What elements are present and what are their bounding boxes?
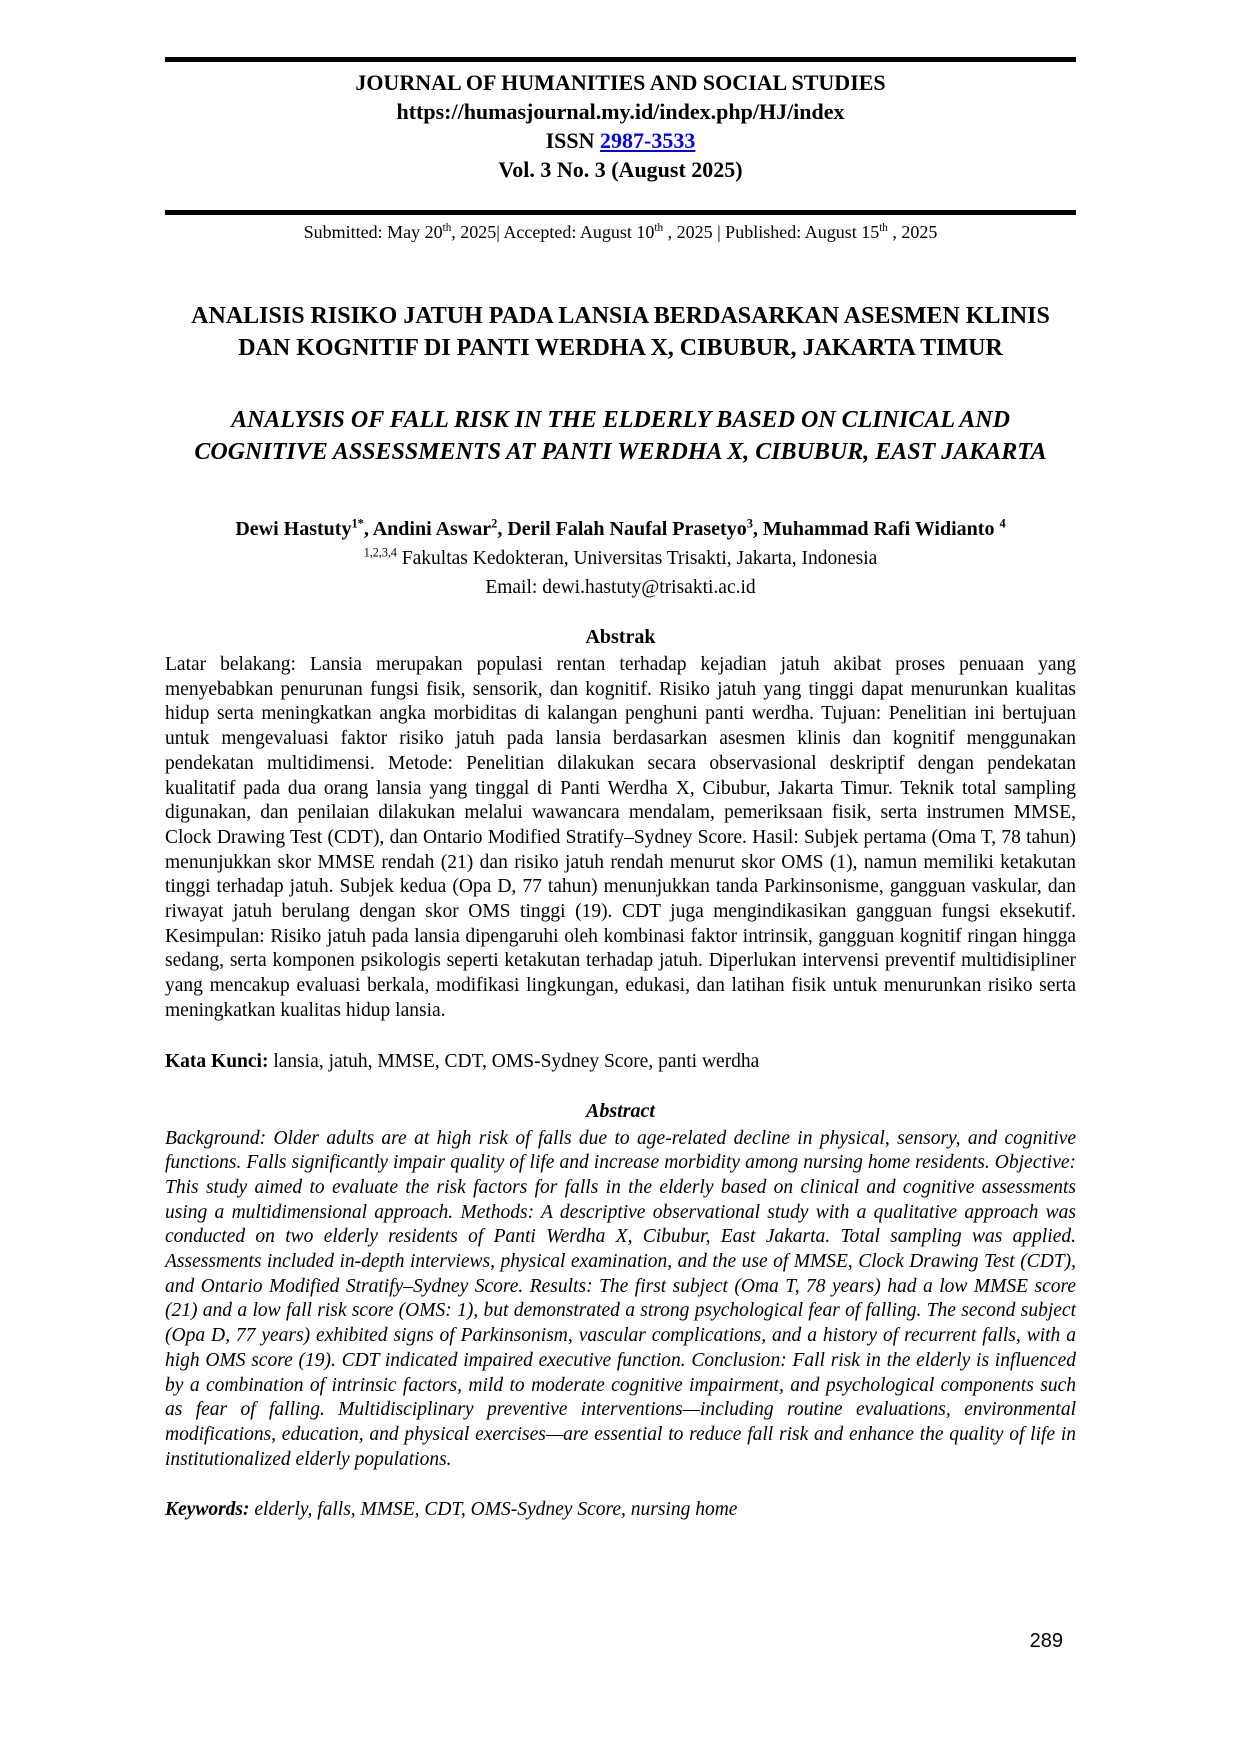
author-superscript: 1* bbox=[351, 516, 364, 531]
author-superscript: 2 bbox=[491, 516, 498, 531]
keywords-id-label: Kata Kunci: bbox=[165, 1050, 269, 1072]
journal-header bbox=[165, 68, 1076, 184]
affiliation-line bbox=[165, 546, 1076, 571]
dates-line bbox=[165, 221, 1076, 244]
journal-name: JOURNAL OF HUMANITIES AND SOCIAL STUDIES bbox=[355, 70, 886, 95]
authors-line bbox=[165, 516, 1076, 542]
issn-label: ISSN bbox=[545, 128, 601, 153]
author-name: , Andini Aswar bbox=[363, 518, 492, 540]
email-line: Email: dewi.hastuty@trisakti.ac.id bbox=[485, 577, 756, 598]
author-superscript: 4 bbox=[999, 516, 1006, 531]
submitted-date: Submitted: May 20 bbox=[303, 222, 443, 242]
middle-rule bbox=[165, 210, 1076, 215]
affiliation-superscript: 1,2,3,4 bbox=[363, 545, 397, 560]
keywords-id-text: lansia, jatuh, MMSE, CDT, OMS-Sydney Score, panti werdha bbox=[268, 1050, 760, 1072]
paper-title-english: ANALYSIS OF FALL RISK IN THE ELDERLY BASED ON CLINICAL AND COGNITIVE ASSESSMENTS AT PANTI WERDHA X, CIBUBUR, EAST JAKARTA bbox=[194, 407, 1047, 465]
keywords-en-label: Keywords: bbox=[165, 1499, 250, 1521]
accepted-date: , 2025| Accepted: August 10 bbox=[451, 222, 655, 242]
top-rule bbox=[165, 57, 1076, 62]
keywords-en-text: elderly, falls, MMSE, CDT, OMS-Sydney Score, nursing home bbox=[249, 1499, 738, 1521]
keywords-id-line bbox=[165, 1049, 1076, 1074]
author-name: , Deril Falah Naufal Prasetyo bbox=[497, 518, 747, 540]
affiliation-text: Fakultas Kedokteran, Universitas Trisakti, Jakarta, Indonesia bbox=[396, 548, 878, 569]
issn-line bbox=[165, 126, 1076, 155]
abstract-en-body: Background: Older adults are at high risk of falls due to age-related decline in physical, sensory, and cognitive functions. Falls significantly impair quality of life and increase morbidity among nursing home residents. Objective: This study aimed to evaluate the risk factors for falls in the elderly based on clinical and cognitive assessments using a multidimensional approach. Methods: A descriptive observational study with a qualitative approach was conducted on two elderly residents of Panti Werdha X, Cibubur, East Jakarta. Total sampling was applied. Assessments included in-depth interviews, physical examination, and the use of MMSE, Clock Drawing Test (CDT), and Ontario Modified Stratify–Sydney Score. Results: The first subject (Oma T, 78 years) had a low MMSE score (21) and a low fall risk score (OMS: 1), but demonstrated a strong psychological fear of falling. The second subject (Opa D, 77 years) exhibited signs of Parkinsonism, vascular complications, and a history of recurrent falls, with a high OMS score (19). CDT indicated impaired executive function. Conclusion: Fall risk in the elderly is influenced by a combination of intrinsic factors, mild to moderate cognitive impairment, and psychological components such as fear of falling. Multidisciplinary preventive interventions—including routine evaluations, environmental modifications, education, and physical exercises—are essential to reduce fall risk and enhance the quality of life in institutionalized elderly populations. bbox=[165, 1127, 1076, 1470]
author-superscript: 3 bbox=[746, 516, 753, 531]
abstract-id-heading: Abstrak bbox=[585, 626, 656, 648]
journal-url: https://humasjournal.my.id/index.php/HJ/index bbox=[396, 99, 845, 124]
ordinal-suffix: th bbox=[879, 222, 888, 234]
ordinal-suffix: th bbox=[442, 222, 452, 234]
keywords-en-line bbox=[165, 1497, 1076, 1522]
volume-line: Vol. 3 No. 3 (August 2025) bbox=[498, 157, 743, 182]
dates-tail: , 2025 bbox=[887, 222, 938, 242]
ordinal-suffix: th bbox=[654, 222, 664, 234]
paper-title-indonesian: ANALISIS RISIKO JATUH PADA LANSIA BERDASARKAN ASESMEN KLINIS DAN KOGNITIF DI PANTI WERDHA X, CIBUBUR, JAKARTA TIMUR bbox=[191, 303, 1050, 361]
abstract-en-heading: Abstract bbox=[586, 1099, 655, 1122]
author-name: Dewi Hastuty bbox=[235, 518, 352, 540]
issn-link[interactable]: 2987-3533 bbox=[600, 128, 696, 153]
page-number: 289 bbox=[1029, 1630, 1063, 1652]
published-date: , 2025 | Published: August 15 bbox=[663, 222, 880, 242]
author-name: , Muhammad Rafi Widianto bbox=[752, 518, 1000, 540]
abstract-id-body: Latar belakang: Lansia merupakan populasi rentan terhadap kejadian jatuh akibat proses penuaan yang menyebabkan penurunan fungsi fisik, sensorik, dan kognitif. Risiko jatuh yang tinggi dapat menurunkan kualitas hidup serta meningkatkan angka morbiditas di kalangan penghuni panti werdha. Tujuan: Penelitian ini bertujuan untuk mengevaluasi faktor risiko jatuh pada lansia berdasarkan asesmen klinis dan kognitif menggunakan pendekatan multidimensi. Metode: Penelitian dilakukan secara observasional deskriptif dengan pendekatan kualitatif pada dua orang lansia yang tinggal di Panti Werdha X, Cibubur, Jakarta Timur. Teknik total sampling digunakan, dan penilaian dilakukan melalui wawancara mendalam, pemeriksaan fisik, serta instrumen MMSE, Clock Drawing Test (CDT), dan Ontario Modified Stratify–Sydney Score. Hasil: Subjek pertama (Oma T, 78 tahun) menunjukkan skor MMSE rendah (21) dan risiko jatuh rendah menurut skor OMS (1), namun memiliki ketakutan tinggi terhadap jatuh. Subjek kedua (Opa D, 77 tahun) menunjukkan tanda Parkinsonisme, gangguan vaskular, dan riwayat jatuh berulang dengan skor OMS tinggi (19). CDT juga mengindikasikan gangguan fungsi eksekutif. Kesimpulan: Risiko jatuh pada lansia dipengaruhi oleh kombinasi faktor intrinsik, gangguan kognitif ringan hingga sedang, serta komponen psikologis seperti ketakutan terhadap jatuh. Diperlukan intervensi preventif multidisipliner yang mencakup evaluasi berkala, modifikasi lingkungan, edukasi, dan latihan fisik untuk menurunkan risiko serta meningkatkan kualitas hidup lansia. bbox=[165, 654, 1076, 1021]
